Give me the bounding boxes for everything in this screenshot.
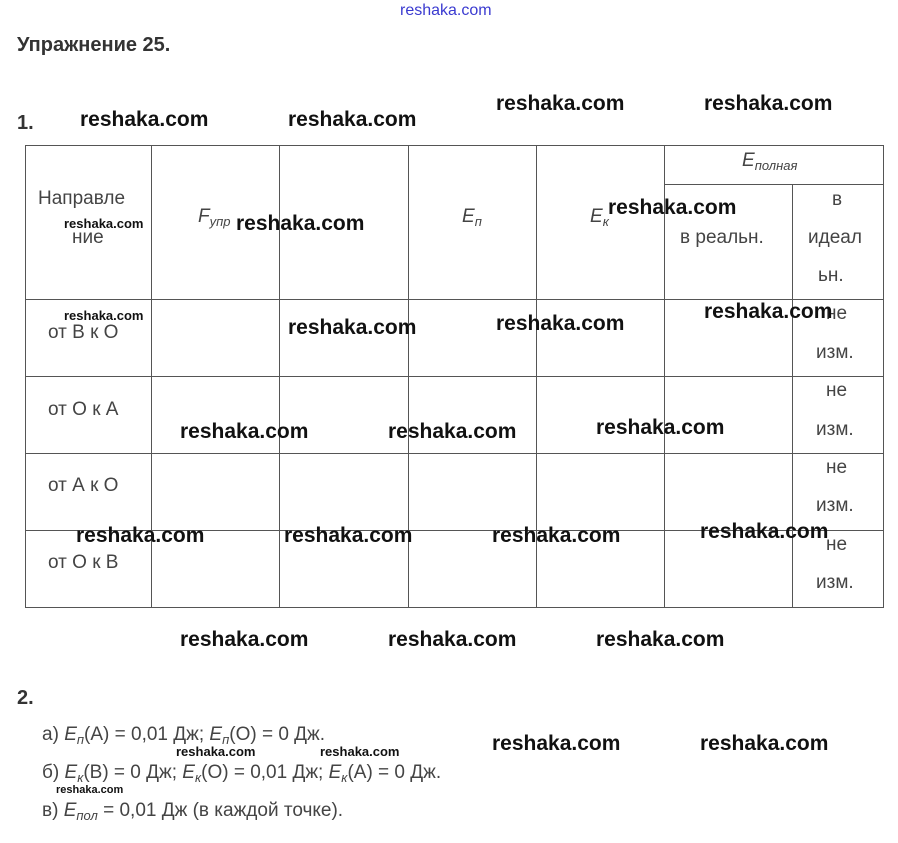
header-f-elastic: $F_{упр}$	[198, 206, 231, 229]
watermark: reshaka.com	[388, 420, 517, 443]
exercise-title: Упражнение 25.	[17, 34, 171, 56]
section-2-number: 2.	[17, 687, 34, 709]
header-e-full: $E_{полная}$	[742, 150, 798, 173]
header-direction-line2: ние	[72, 227, 104, 248]
watermark: reshaka.com	[76, 524, 205, 547]
answer-a: а) $E_п(А) = 0,01$ Дж; $E_п(О) = 0$ Дж.	[42, 724, 326, 747]
row-direction: от В к О	[48, 322, 119, 343]
row-ideal-line1: не	[826, 534, 848, 555]
row-direction: от О к В	[48, 552, 119, 573]
answer-c: в) $E_{пол} = 0,01$ Дж (в каждой точке).	[42, 800, 344, 823]
watermark: reshaka.com	[236, 212, 365, 235]
watermark-small: reshaka.com	[176, 744, 256, 759]
watermark: reshaka.com	[388, 628, 517, 651]
header-real: в реальн.	[680, 227, 764, 248]
watermark: reshaka.com	[288, 108, 417, 131]
site-watermark: reshaka.com	[400, 2, 492, 19]
section-1-number: 1.	[17, 112, 34, 134]
header-e-potential: $E_п$	[462, 206, 482, 229]
header-ideal-line2: идеал	[808, 227, 862, 248]
watermark: reshaka.com	[496, 92, 625, 115]
answer-b: б) $E_к(В) = 0$ Дж; $E_к(О) = 0,01$ Дж; $E_к(А) = 0$ Дж.	[42, 762, 442, 785]
watermark-small: reshaka.com	[56, 784, 124, 796]
watermark: reshaka.com	[180, 420, 309, 443]
row-direction: от О к А	[48, 399, 119, 420]
watermark: reshaka.com	[700, 732, 829, 755]
row-ideal-line2: изм.	[816, 495, 854, 516]
row-ideal-line1: не	[826, 380, 848, 401]
watermark-small: reshaka.com	[320, 744, 400, 759]
row-ideal-line1: не	[826, 457, 848, 478]
header-ideal-line3: ьн.	[818, 265, 844, 286]
watermark: reshaka.com	[704, 300, 833, 323]
watermark: reshaka.com	[700, 520, 829, 543]
row-ideal-line1: не	[826, 303, 848, 324]
watermark-small: reshaka.com	[64, 308, 144, 323]
watermark: reshaka.com	[80, 108, 209, 131]
row-ideal-line2: изм.	[816, 419, 854, 440]
watermark: reshaka.com	[596, 416, 725, 439]
watermark: reshaka.com	[180, 628, 309, 651]
watermark: reshaka.com	[496, 312, 625, 335]
watermark-small: reshaka.com	[64, 216, 144, 231]
header-e-kinetic: $E_к$	[590, 206, 609, 229]
row-ideal-line2: изм.	[816, 342, 854, 363]
watermark: reshaka.com	[492, 524, 621, 547]
watermark: reshaka.com	[608, 196, 737, 219]
watermark: reshaka.com	[284, 524, 413, 547]
header-ideal-line1: в	[832, 189, 843, 210]
watermark: reshaka.com	[492, 732, 621, 755]
watermark: reshaka.com	[704, 92, 833, 115]
watermark: reshaka.com	[288, 316, 417, 339]
row-ideal-line2: изм.	[816, 572, 854, 593]
watermark: reshaka.com	[596, 628, 725, 651]
row-direction: от А к О	[48, 475, 119, 496]
header-direction-line1: Направле	[38, 188, 126, 209]
